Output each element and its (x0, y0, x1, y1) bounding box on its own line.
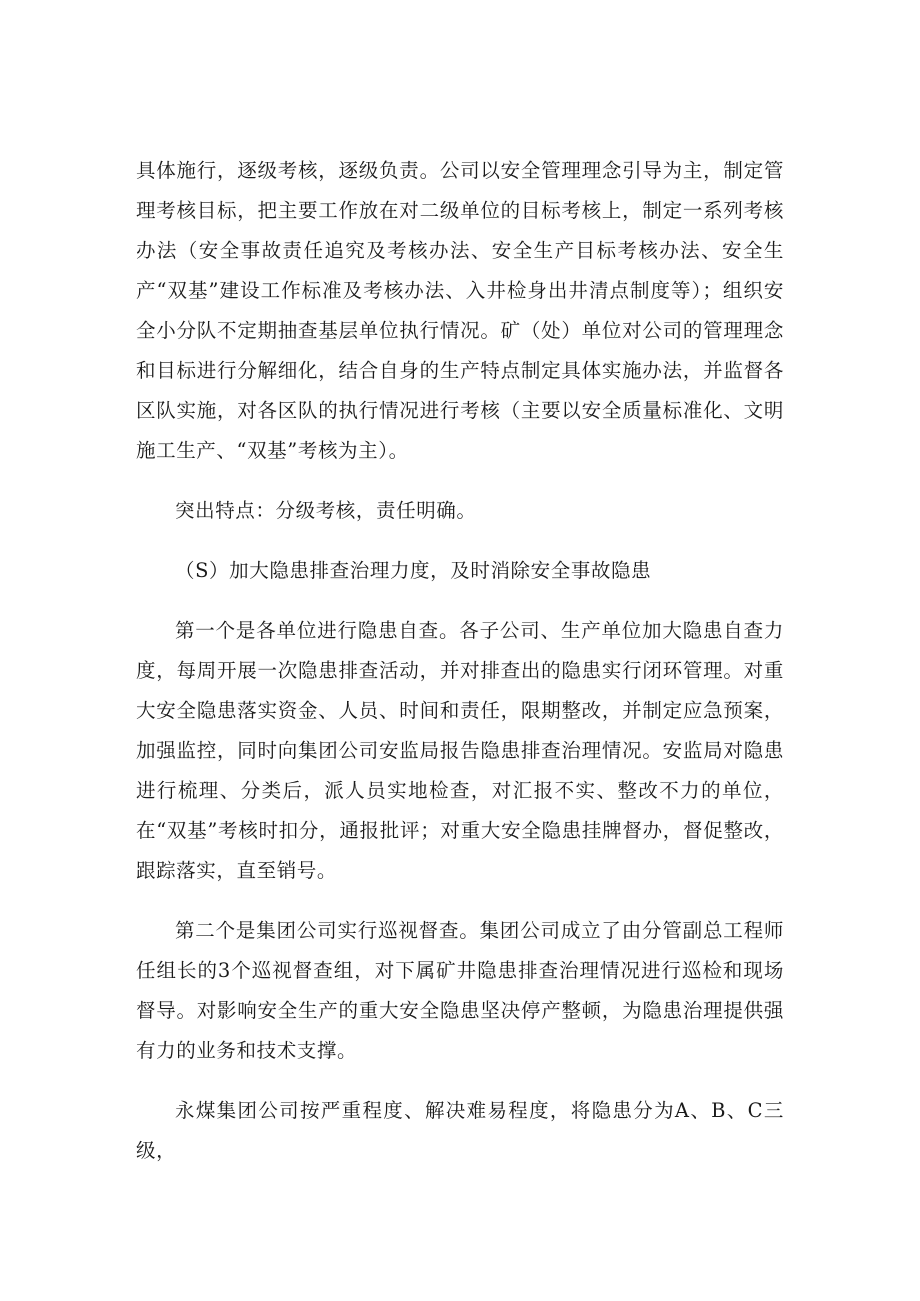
paragraph-key-feature: 突出特点：分级考核，责任明确。 (175, 499, 477, 522)
paragraph-assessment-system: 具体施行，逐级考核，逐级负责。公司以安全管理理念引导为主，制定管理考核目标，把主要工作放在对二级单位的目标考核上，制定一系列考核办法（安全事故责任追究及考核办法、安全生产目标考核办法、安全生产“双基”建设工作标准及考核办法、入井检身出井清点制度等）；组织安全小分队不定期抽查基层单位执行情况。矿（处）单位对公司的管理理念和目标进行分解细化，结合自身的生产特点制定具体实施办法，并监督各区队实施，对各区队的执行情况进行考核（主要以安全质量标准化、文明施工生产、“双基”考核为主）。 (136, 159, 784, 462)
paragraph-hazard-grading: 永煤集团公司按严重程度、解决难易程度，将隐患分为A、B、C三级， (136, 1099, 784, 1162)
section-heading-hazard-control: （S）加大隐患排查治理力度，及时消除安全事故隐患 (175, 559, 652, 582)
document-body (136, 151, 784, 1191)
paragraph-patrol-supervision: 第二个是集团公司实行巡视督查。集团公司成立了由分管副总工程师任组长的3个巡视督查组，对下属矿井隐患排查治理情况进行巡检和现场督导。对影响安全生产的重大安全隐患坚决停产整顿，为隐患治理提供强有力的业务和技术支撑。 (136, 919, 784, 1062)
paragraph-self-inspection: 第一个是各单位进行隐患自查。各子公司、生产单位加大隐患自查力度，每周开展一次隐患排查活动，并对排查出的隐患实行闭环管理。对重大安全隐患落实资金、人员、时间和责任，限期整改，并制定应急预案，加强监控，同时向集团公司安监局报告隐患排查治理情况。安监局对隐患进行梳理、分类后，派人员实地检查，对汇报不实、整改不力的单位，在“双基”考核时扣分，通报批评；对重大安全隐患挂牌督办，督促整改，跟踪落实，直至销号。 (136, 619, 784, 882)
